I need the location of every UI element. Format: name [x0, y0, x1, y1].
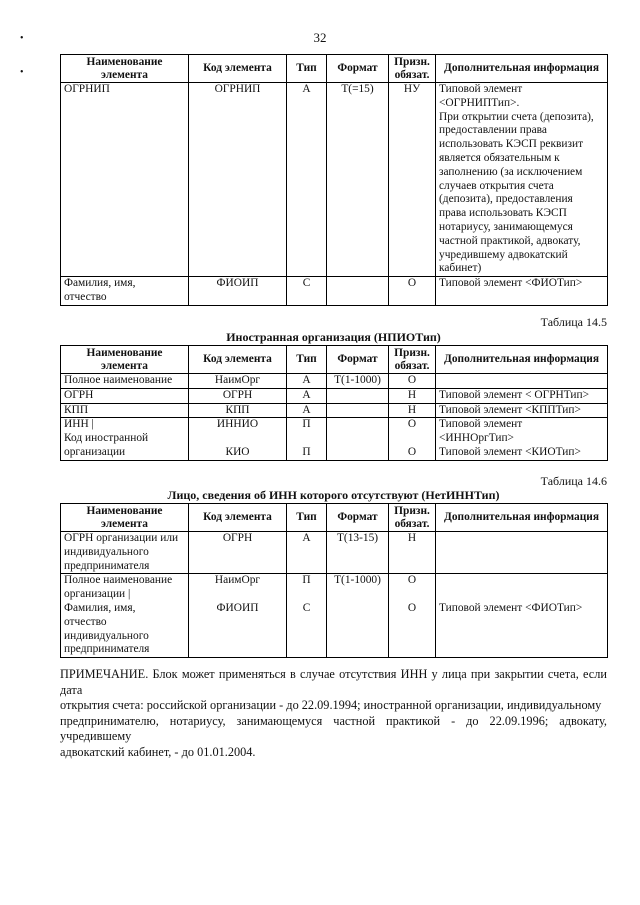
cell-code: ФИОИП: [189, 277, 287, 306]
cell-format: Т(1-1000): [327, 574, 389, 658]
cell-required: О О: [389, 574, 436, 658]
cell-format: Т(1-1000): [327, 374, 389, 389]
table-row: [61, 532, 608, 574]
cell-name: ИНН | Код иностранной организации: [61, 418, 189, 460]
cell-name: Фамилия, имя, отчество: [61, 277, 189, 306]
cell-name: ОГРН организации или индивидуального предпринимателя: [61, 532, 189, 574]
header-required: Призн. обязат.: [389, 504, 436, 532]
header-required: Призн. обязат.: [389, 55, 436, 83]
page-number: 32: [313, 30, 327, 45]
cell-required: О: [389, 277, 436, 306]
header-code: Код элемента: [189, 346, 287, 374]
table-row: [61, 374, 608, 389]
cell-info: Типовой элемент <ИННОргТип> Типовой элемент <КИОТип>: [436, 418, 608, 460]
cell-type: А: [287, 388, 327, 403]
cell-code: ИННИО КИО: [189, 418, 287, 460]
header-info: Дополнительная информация: [436, 346, 608, 374]
table-row-choice: [61, 574, 608, 658]
cell-type: А: [287, 374, 327, 389]
cell-info: Типовой элемент <ФИОТип>: [436, 574, 608, 658]
table-row: [61, 403, 608, 418]
cell-code: НаимОрг ФИОИП: [189, 574, 287, 658]
table-header-row: [61, 346, 608, 374]
cell-required: Н: [389, 532, 436, 574]
cell-required: Н: [389, 403, 436, 418]
footnote-note: ПРИМЕЧАНИЕ. Блок может применяться в случае отсутствия ИНН у лица при закрытии счета, если дата открытия счета: российской организации - до 22.09.1994; иностранной организации, индивидуальному предпринимателю, нотариусу, занимающемуся частной практикой - до 22.09.1996; адвокату, учредившему адвокатский кабинет, - до 01.01.2004.: [60, 667, 607, 759]
cell-type: А: [287, 83, 327, 277]
table-legal-entity-continuation: [60, 54, 608, 306]
header-format: Формат: [327, 504, 389, 532]
cell-info: Типовой элемент < ОГРНТип>: [436, 388, 608, 403]
header-format: Формат: [327, 346, 389, 374]
cell-required: НУ: [389, 83, 436, 277]
header-type: Тип: [287, 55, 327, 83]
header-required: Призн. обязат.: [389, 346, 436, 374]
cell-name: Полное наименование организации | Фамилия, имя, отчество индивидуального предпринимателя: [61, 574, 189, 658]
header-info: Дополнительная информация: [436, 55, 608, 83]
cell-code: ОГРН: [189, 388, 287, 403]
cell-type: П П: [287, 418, 327, 460]
cell-type: С: [287, 277, 327, 306]
cell-format: [327, 418, 389, 460]
cell-format: [327, 388, 389, 403]
cell-info: [436, 532, 608, 574]
cell-format: [327, 403, 389, 418]
table-row: [61, 388, 608, 403]
header-code: Код элемента: [189, 55, 287, 83]
cell-name: ОГРН: [61, 388, 189, 403]
cell-info: Типовой элемент <ОГРНИПТип>. При открытии счета (депозита), предоставлении права использовать КЭСП реквизит является обязательным к заполнению (за исключением случаев открытия счета (депозита), предоставления права использовать КЭСП нотариусу, занимающемуся частной практикой, адвокату, учредившему адвокатский кабинет): [436, 83, 608, 277]
cell-required: О О: [389, 418, 436, 460]
cell-code: НаимОрг: [189, 374, 287, 389]
header-type: Тип: [287, 504, 327, 532]
table-title: Иностранная организация (НПИОТип): [226, 330, 441, 344]
table-header-row: [61, 55, 608, 83]
table-no-inn-person: [60, 503, 608, 658]
header-name: Наименование элемента: [61, 55, 189, 83]
table-row: [61, 83, 608, 277]
header-format: Формат: [327, 55, 389, 83]
header-info: Дополнительная информация: [436, 504, 608, 532]
table-header-row: [61, 504, 608, 532]
margin-mark: •: [20, 67, 24, 78]
cell-type: А: [287, 403, 327, 418]
cell-code: КПП: [189, 403, 287, 418]
header-name: Наименование элемента: [61, 346, 189, 374]
cell-info: [436, 374, 608, 389]
header-type: Тип: [287, 346, 327, 374]
margin-mark: •: [20, 33, 24, 44]
cell-code: ОГРН: [189, 532, 287, 574]
cell-info: Типовой элемент <КППТип>: [436, 403, 608, 418]
table-title: Лицо, сведения об ИНН которого отсутствуют (НетИННТип): [167, 488, 500, 502]
header-name: Наименование элемента: [61, 504, 189, 532]
table-row: [61, 277, 608, 306]
cell-format: Т(13-15): [327, 532, 389, 574]
cell-info: Типовой элемент <ФИОТип>: [436, 277, 608, 306]
table-foreign-organization: [60, 345, 608, 461]
header-code: Код элемента: [189, 504, 287, 532]
table-number-label: Таблица 14.6: [540, 474, 607, 488]
cell-name: ОГРНИП: [61, 83, 189, 277]
cell-name: КПП: [61, 403, 189, 418]
cell-type: П С: [287, 574, 327, 658]
cell-format: Т(=15): [327, 83, 389, 277]
cell-name: Полное наименование: [61, 374, 189, 389]
table-number-label: Таблица 14.5: [540, 315, 607, 329]
cell-required: Н: [389, 388, 436, 403]
cell-required: О: [389, 374, 436, 389]
cell-code: ОГРНИП: [189, 83, 287, 277]
cell-type: А: [287, 532, 327, 574]
table-row-choice: [61, 418, 608, 460]
cell-format: [327, 277, 389, 306]
